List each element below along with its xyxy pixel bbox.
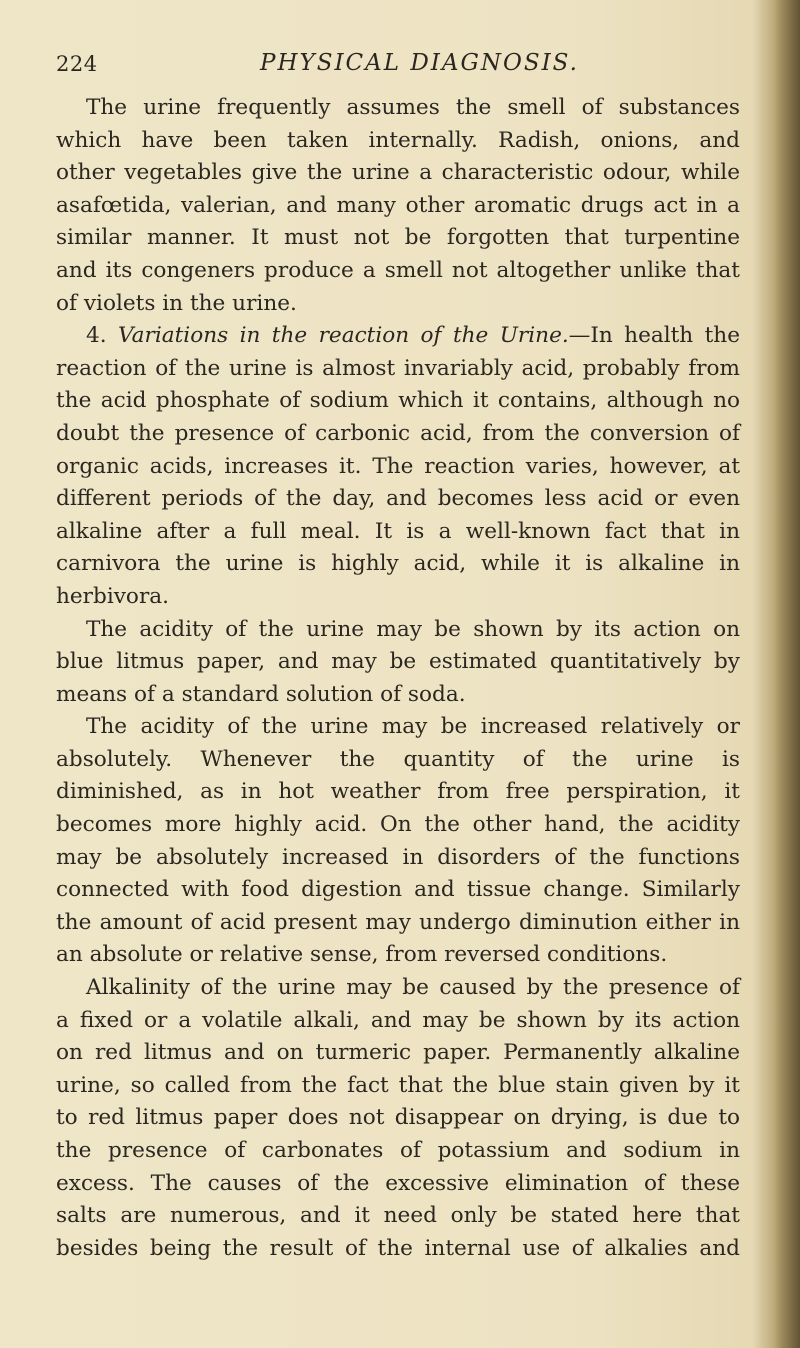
line-text: the presence of carbonates of potassium and sodium in bbox=[56, 1138, 740, 1163]
line-text: similar manner. It must not be forgotten that turpentine bbox=[56, 225, 740, 251]
text-line bbox=[56, 972, 740, 1005]
line-text: other vegetables give the urine a characteristic odour, while bbox=[56, 160, 740, 186]
text-line bbox=[56, 320, 740, 353]
line-text: asafœtida, valerian, and many other aromatic drugs act in a bbox=[56, 192, 740, 218]
line-text: excess. The causes of the excessive elimination of these bbox=[56, 1170, 740, 1196]
line-text: absolutely. Whenever the quantity of the urine is bbox=[56, 746, 740, 772]
text-line bbox=[56, 1005, 740, 1038]
text-line bbox=[56, 516, 740, 549]
text-line bbox=[56, 1233, 740, 1266]
line-text: and its congeners produce a smell not altogether unlike that bbox=[56, 257, 740, 283]
text-line bbox=[56, 614, 740, 647]
text-line bbox=[56, 1135, 740, 1168]
line-text: the acid phosphate of sodium which it contains, although no bbox=[56, 388, 740, 414]
line-text: The acidity of the urine may be increased relatively or bbox=[86, 714, 740, 740]
line-text: the amount of acid present may undergo diminution either in bbox=[56, 909, 740, 935]
page-number: 224 bbox=[56, 52, 98, 76]
text-line bbox=[56, 190, 740, 223]
text-line bbox=[56, 418, 740, 451]
page-header bbox=[56, 50, 746, 84]
line-text: The acidity of the urine may be shown by its action on bbox=[86, 616, 740, 642]
page-edge-shadow bbox=[774, 0, 800, 1348]
text-line bbox=[56, 483, 740, 516]
line-text: Alkalinity of the urine may be caused by the presence of bbox=[86, 975, 740, 1001]
text-line bbox=[56, 1037, 740, 1070]
line-text: salts are numerous, and it need only be stated here that bbox=[56, 1203, 740, 1229]
line-text: —In health the bbox=[568, 323, 740, 349]
line-text: an absolute or relative sense, from reversed conditions. bbox=[56, 942, 668, 968]
text-line bbox=[56, 646, 740, 679]
text-line bbox=[56, 222, 740, 255]
text-line bbox=[56, 1070, 740, 1103]
line-text: which have been taken internally. Radish, onions, and bbox=[56, 127, 740, 153]
text-line bbox=[56, 288, 740, 321]
line-text: besides being the result of the internal use of alkalies and bbox=[56, 1235, 740, 1261]
line-text: connected with food digestion and tissue change. Similarly bbox=[56, 877, 740, 903]
text-line bbox=[56, 1168, 740, 1201]
text-line bbox=[56, 157, 740, 190]
text-line bbox=[56, 679, 740, 712]
line-text: may be absolutely increased in disorders of the functions bbox=[56, 844, 740, 870]
line-text: a fixed or a volatile alkali, and may be shown by its action bbox=[56, 1007, 740, 1033]
text-line bbox=[56, 451, 740, 484]
line-text: The urine frequently assumes the smell of substances bbox=[86, 95, 740, 120]
text-line bbox=[56, 842, 740, 875]
section-heading: Variations in the reaction of the Urine. bbox=[118, 323, 569, 349]
running-title: PHYSICAL DIAGNOSIS. bbox=[260, 50, 579, 76]
line-text: of violets in the urine. bbox=[56, 290, 297, 316]
text-line bbox=[56, 1200, 740, 1233]
text-line bbox=[56, 744, 740, 777]
line-text: organic acids, increases it. The reaction varies, however, at bbox=[56, 453, 740, 479]
line-text: doubt the presence of carbonic acid, from the conversion of bbox=[56, 420, 740, 446]
text-line bbox=[56, 581, 740, 614]
line-text: reaction of the urine is almost invariably acid, probably from bbox=[56, 355, 740, 381]
text-line bbox=[56, 92, 740, 125]
text-line bbox=[56, 711, 740, 744]
line-text: urine, so called from the fact that the blue stain given by it bbox=[56, 1072, 740, 1098]
text-line bbox=[56, 125, 740, 158]
line-text: means of a standard solution of soda. bbox=[56, 681, 466, 707]
text-line bbox=[56, 776, 740, 809]
text-line bbox=[56, 548, 740, 581]
line-text: different periods of the day, and becomes less acid or even bbox=[56, 486, 740, 512]
text-line bbox=[56, 907, 740, 940]
section-number: 4. bbox=[86, 323, 119, 349]
line-text: to red litmus paper does not disappear on drying, is due to bbox=[56, 1105, 740, 1131]
line-text: carnivora the urine is highly acid, while it is alkaline in bbox=[56, 551, 740, 577]
text-line bbox=[56, 385, 740, 418]
line-text: blue litmus paper, and may be estimated quantitatively by bbox=[56, 649, 740, 675]
body-text bbox=[56, 92, 740, 1265]
line-text: becomes more highly acid. On the other hand, the acidity bbox=[56, 812, 740, 838]
text-line bbox=[56, 1102, 740, 1135]
text-line bbox=[56, 939, 740, 972]
line-text: herbivora. bbox=[56, 583, 169, 609]
line-text: on red litmus and on turmeric paper. Permanently alkaline bbox=[56, 1040, 740, 1066]
text-line bbox=[56, 809, 740, 842]
line-text: diminished, as in hot weather from free perspiration, it bbox=[56, 779, 740, 805]
line-text: alkaline after a full meal. It is a well-known fact that in bbox=[56, 518, 740, 544]
text-line bbox=[56, 255, 740, 288]
text-line bbox=[56, 353, 740, 386]
text-line bbox=[56, 874, 740, 907]
